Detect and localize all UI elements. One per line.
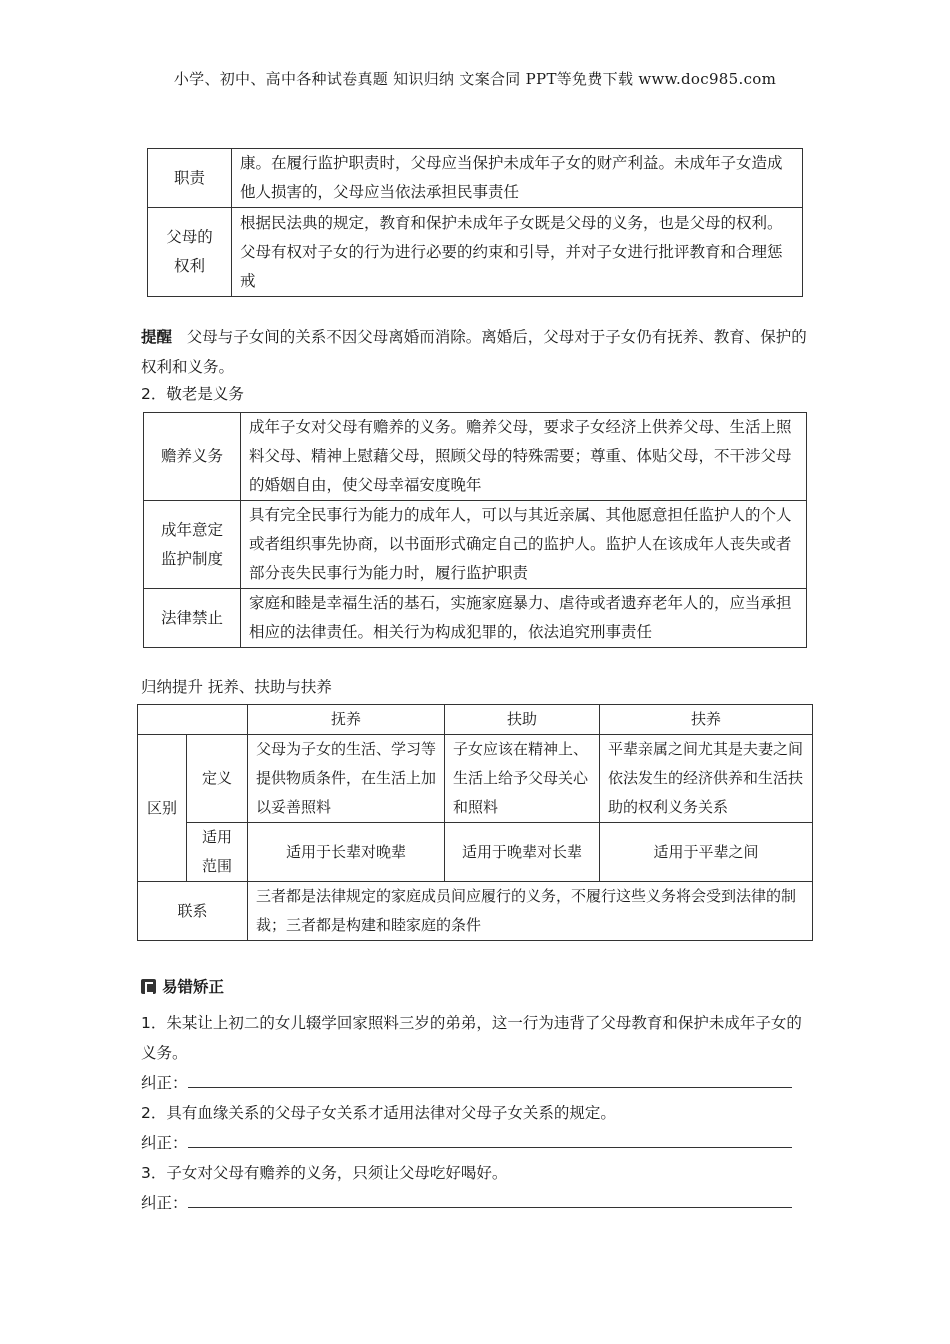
error-correction-icon bbox=[141, 979, 156, 994]
row-content: 康。在履行监护职责时，父母应当保护未成年子女的财产利益。未成年子女造成他人损害的，父母应当依法承担民事责任 bbox=[232, 149, 803, 208]
table-row bbox=[148, 208, 803, 297]
answer-blank[interactable] bbox=[188, 1073, 792, 1088]
parent-duty-table bbox=[147, 148, 803, 297]
scope-cell: 适用于晚辈对长辈 bbox=[445, 823, 600, 882]
page-header: 小学、初中、高中各种试卷真题 知识归纳 文案合同 PPT等免费下载 www.doc985.com bbox=[173, 70, 777, 88]
link-cell: 三者都是法律规定的家庭成员间应履行的义务，不履行这些义务将会受到法律的制裁；三者都是构建和睦家庭的条件 bbox=[248, 882, 813, 941]
answer-blank[interactable] bbox=[188, 1193, 792, 1208]
answer-row bbox=[141, 1128, 792, 1158]
answer-blank[interactable] bbox=[188, 1133, 792, 1148]
row-content: 成年子女对父母有赡养的义务。赡养父母，要求子女经济上供养父母、生活上照料父母、精神上慰藉父母，照顾父母的特殊需要；尊重、体贴父母，不干涉父母的婚姻自由，使父母幸福安度晚年 bbox=[241, 413, 807, 501]
reminder-paragraph bbox=[141, 322, 811, 382]
table-row bbox=[138, 705, 813, 735]
row-label: 父母的权利 bbox=[148, 208, 232, 297]
row-label: 职责 bbox=[148, 149, 232, 208]
table-row bbox=[148, 149, 803, 208]
correction-item: 1．朱某让上初二的女儿辍学回家照料三岁的弟弟，这一行为违背了父母教育和保护未成年子女的义务。 bbox=[141, 1014, 802, 1062]
scope-cell: 适用于长辈对晚辈 bbox=[248, 823, 445, 882]
answer-row bbox=[141, 1188, 792, 1218]
definition-cell: 父母为子女的生活、学习等提供物质条件，在生活上加以妥善照料 bbox=[248, 735, 445, 823]
section-title: 2．敬老是义务 bbox=[141, 385, 244, 403]
row-label: 定义 bbox=[187, 735, 248, 823]
group-label: 区别 bbox=[138, 735, 187, 882]
elder-duty-table bbox=[143, 412, 807, 648]
correction-heading bbox=[141, 974, 224, 1000]
answer-label: 纠正： bbox=[141, 1134, 188, 1152]
reminder-text: 父母与子女间的关系不因父母离婚而消除。离婚后，父母对于子女仍有抚养、教育、保护的权利和义务。 bbox=[141, 328, 807, 376]
summary-title: 归纳提升 抚养、扶助与扶养 bbox=[141, 678, 332, 696]
row-content: 家庭和睦是幸福生活的基石，实施家庭暴力、虐待或者遗弃老年人的，应当承担相应的法律责任。相关行为构成犯罪的，依法追究刑事责任 bbox=[241, 589, 807, 648]
reminder-label: 提醒 bbox=[141, 328, 173, 346]
column-header: 抚养 bbox=[248, 705, 445, 735]
table-row bbox=[138, 735, 813, 823]
corner-cell bbox=[138, 705, 248, 735]
table-row bbox=[144, 413, 807, 501]
definition-cell: 子女应该在精神上、生活上给予父母关心和照料 bbox=[445, 735, 600, 823]
column-header: 扶养 bbox=[600, 705, 813, 735]
answer-label: 纠正： bbox=[141, 1074, 188, 1092]
row-label: 法律禁止 bbox=[144, 589, 241, 648]
definition-cell: 平辈亲属之间尤其是夫妻之间依法发生的经济供养和生活扶助的权利义务关系 bbox=[600, 735, 813, 823]
summary-table bbox=[137, 704, 813, 941]
row-content: 具有完全民事行为能力的成年人，可以与其近亲属、其他愿意担任监护人的个人或者组织事先协商，以书面形式确定自己的监护人。监护人在该成年人丧失或者部分丧失民事行为能力时，履行监护职责 bbox=[241, 501, 807, 589]
column-header: 扶助 bbox=[445, 705, 600, 735]
table-row bbox=[144, 589, 807, 648]
row-label: 成年意定监护制度 bbox=[144, 501, 241, 589]
row-label: 联系 bbox=[138, 882, 248, 941]
row-content: 根据民法典的规定，教育和保护未成年子女既是父母的义务，也是父母的权利。父母有权对子女的行为进行必要的约束和引导，并对子女进行批评教育和合理惩戒 bbox=[232, 208, 803, 297]
correction-item: 3．子女对父母有赡养的义务，只须让父母吃好喝好。 bbox=[141, 1164, 508, 1182]
correction-item: 2．具有血缘关系的父母子女关系才适用法律对父母子女关系的规定。 bbox=[141, 1104, 616, 1122]
table-row bbox=[138, 823, 813, 882]
table-row bbox=[144, 501, 807, 589]
table-row bbox=[138, 882, 813, 941]
row-label: 赡养义务 bbox=[144, 413, 241, 501]
row-label: 适用范围 bbox=[187, 823, 248, 882]
correction-title: 易错矫正 bbox=[162, 978, 225, 996]
answer-row bbox=[141, 1068, 792, 1098]
scope-cell: 适用于平辈之间 bbox=[600, 823, 813, 882]
answer-label: 纠正： bbox=[141, 1194, 188, 1212]
